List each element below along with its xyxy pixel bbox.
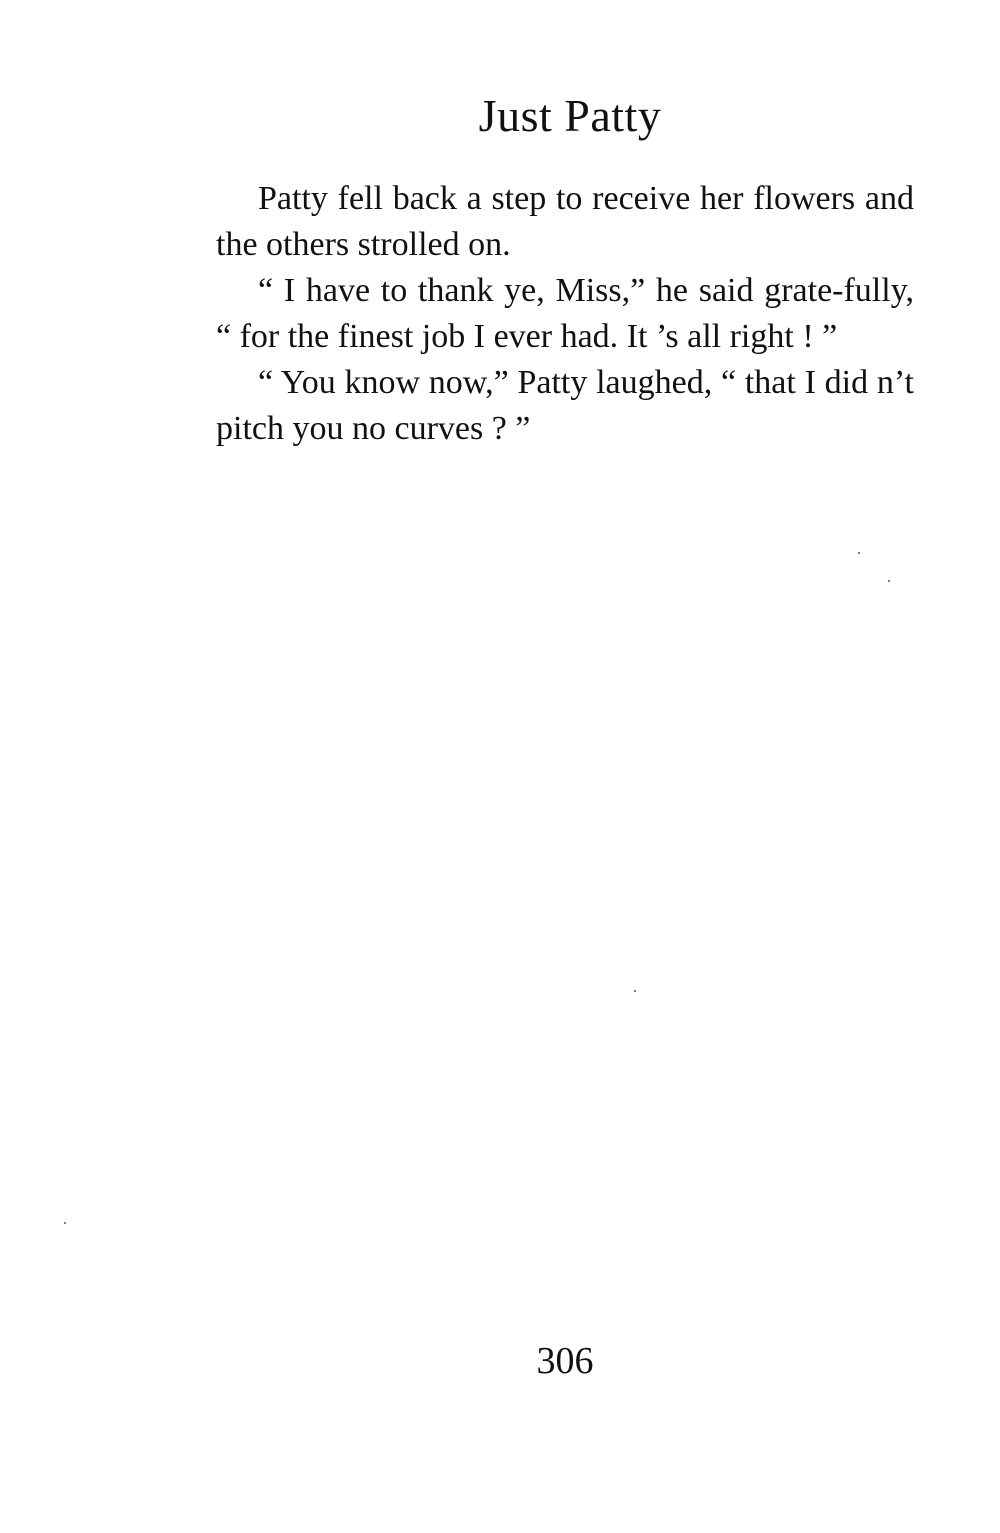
paragraph-2: “ I have to thank ye, Miss,” he said grate-fully, “ for the finest job I ever had. It ’s all right ! ” bbox=[216, 272, 914, 355]
scan-speck bbox=[64, 1222, 66, 1224]
scan-speck bbox=[888, 580, 890, 582]
scan-speck bbox=[858, 552, 860, 554]
paragraph-3: “ You know now,” Patty laughed, “ that I did n’t pitch you no curves ? ” bbox=[216, 364, 914, 447]
scan-speck bbox=[634, 990, 636, 992]
page-number: 306 bbox=[536, 1340, 594, 1382]
running-head: Just Patty bbox=[478, 90, 662, 141]
body-text bbox=[216, 176, 914, 452]
paragraph-1: Patty fell back a step to receive her flowers and the others strolled on. bbox=[216, 180, 914, 263]
